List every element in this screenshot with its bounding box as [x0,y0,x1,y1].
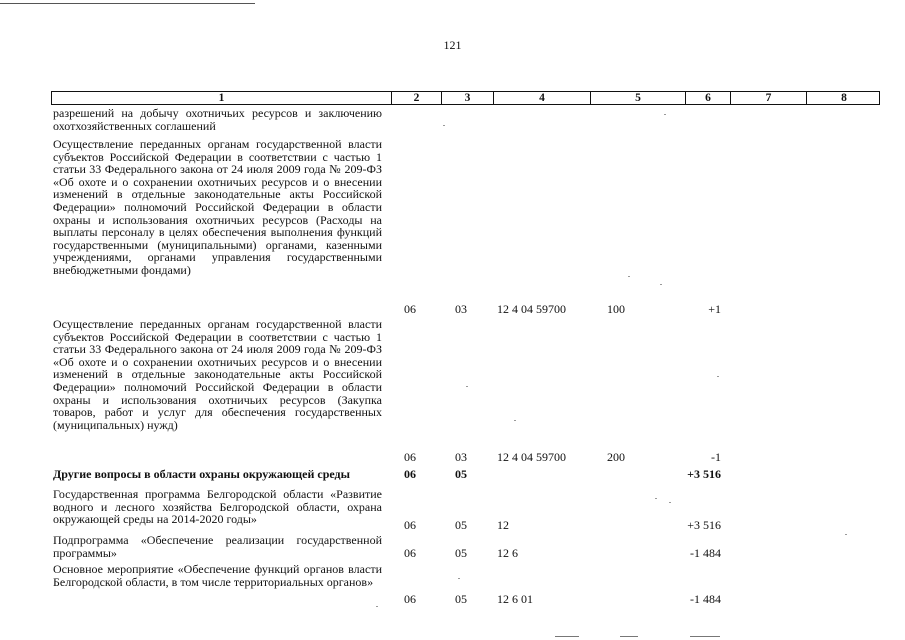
row-1-target-article: 12 4 04 59700 [497,302,566,316]
row-2-description: Осуществление переданных органам государственной власти субъектов Российской Федерации в соответствии с частью 1 статьи 33 Федерального закона от 24 июля 2009 года № 209-ФЗ «Об охоте и о сохранении охотничьих ресурсов и о внесении изменений в отдельные законодательные акты Российской Федерации» полномочий Российской Федерации в области охраны и использования охотничьих ресурсов (Закупка товаров, работ и услуг для обеспечения государственных (муниципальных) нужд) [53,317,382,432]
scan-speck [514,420,516,421]
row-4-section: 06 [404,518,416,532]
scan-speck [669,502,671,503]
row-6-target-article: 12 6 01 [497,592,533,606]
header-col-6: 6 [685,92,730,104]
row-4-target-article: 12 [497,518,509,532]
scan-speck [628,276,630,277]
row-1-description: Осуществление переданных органам государственной власти субъектов Российской Федерации в соответствии с частью 1 статьи 33 Федерального закона от 24 июля 2009 года № 209-ФЗ «Об охоте и о сохранении охотничьих ресурсов и о внесении изменений в отдельные законодательные акты Российской Федерации» полномочий Российской Федерации в области охраны и использования охотничьих ресурсов (Расходы на выплаты персоналу в целях обеспечения выполнения функций государственными (муниципальными) органами, казенными учреждениями, органами управления государственными внебюджетными фондами) [53,137,382,277]
scan-speck [717,376,719,377]
row-3-description: Другие вопросы в области охраны окружающей среды [53,467,350,481]
header-col-4: 4 [493,92,590,104]
row-4-amount: +3 516 [687,518,721,532]
row-1-expense-type: 100 [607,302,625,316]
row-1-amount: +1 [708,302,721,316]
scan-speck [845,534,847,535]
row-2-target-article: 12 4 04 59700 [497,450,566,464]
header-col-1: 1 [218,92,225,104]
row-2-amount: -1 [711,450,721,464]
row-2-subsection: 03 [455,450,467,464]
header-col-3: 3 [441,92,493,104]
header-col-2: 2 [391,92,441,104]
scan-speck [660,284,662,285]
row-3-amount: +3 516 [687,467,721,481]
row-3-section: 06 [404,467,416,481]
row-5-subsection: 05 [455,546,467,560]
scan-speck [458,578,460,579]
row-3-subsection: 05 [455,467,467,481]
row-6-description: Основное мероприятие «Обеспечение функций органов власти Белгородской области, в том числе территориальных органов» [53,562,382,589]
row-5-target-article: 12 6 [497,546,518,560]
row-4-description: Государственная программа Белгородской области «Развитие водного и лесного хозяйства Белгородской области, охрана окружающей среды на 2014-2020 годы» [53,487,382,527]
header-col-5: 5 [590,92,685,104]
row-1-section: 06 [404,302,416,316]
scan-artifact-line [620,636,638,637]
row-4-subsection: 05 [455,518,467,532]
scan-artifact-line [690,636,720,637]
scan-artifact-line [0,3,255,4]
row-2-section: 06 [404,450,416,464]
row-6-amount: -1 484 [690,592,721,606]
row-5-amount: -1 484 [690,546,721,560]
table-header-row [51,91,880,105]
row-2-expense-type: 200 [607,450,625,464]
row-1-subsection: 03 [455,302,467,316]
scan-artifact-line [555,636,579,637]
scan-speck [376,606,378,607]
row-0-description: разрешений на добычу охотничьих ресурсов и заключению охотхозяйственных соглашений [53,106,382,133]
page-number: 121 [443,38,462,52]
row-5-description: Подпрограмма «Обеспечение реализации государственной программы» [53,533,382,560]
scan-speck [443,125,445,126]
row-6-subsection: 05 [455,592,467,606]
row-5-section: 06 [404,546,416,560]
scan-speck [664,114,666,115]
row-6-section: 06 [404,592,416,606]
header-col-8: 8 [806,92,881,104]
scan-speck [655,498,657,499]
scan-speck [466,386,468,387]
header-col-7: 7 [730,92,806,104]
